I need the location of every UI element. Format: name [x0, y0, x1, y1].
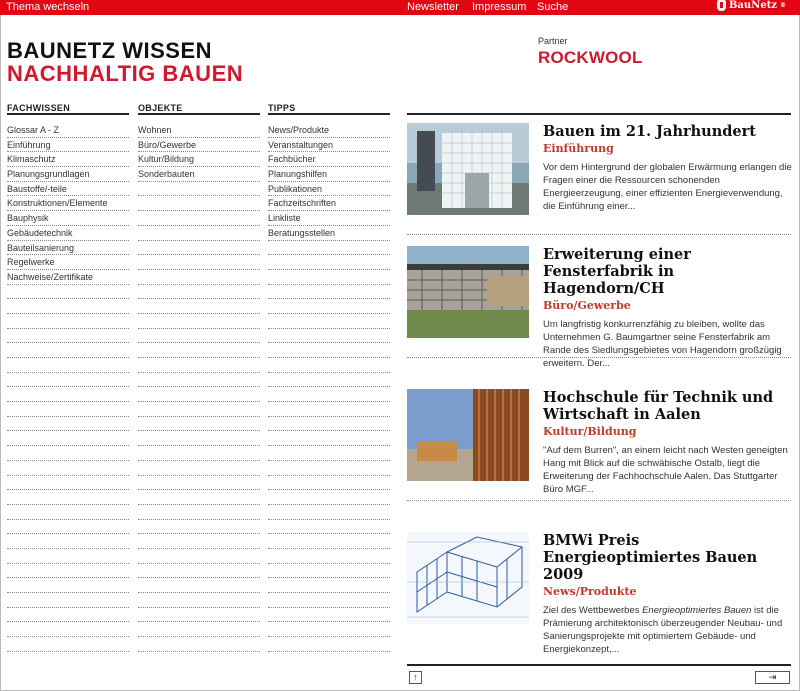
nav-item[interactable]: Büro/Gewerbe	[138, 138, 260, 153]
description-text: Ziel des Wettbewerbes	[543, 605, 643, 616]
nav-item[interactable]: Beratungsstellen	[268, 226, 390, 241]
empty-row	[138, 241, 260, 256]
search-link[interactable]: Suche	[537, 1, 569, 13]
empty-row	[7, 314, 129, 329]
newsletter-link[interactable]: Newsletter	[407, 1, 459, 13]
empty-row	[268, 564, 390, 579]
nav-item[interactable]: Fachzeitschriften	[268, 196, 390, 211]
empty-row	[138, 490, 260, 505]
empty-row	[268, 461, 390, 476]
column-fachwissen	[7, 103, 129, 652]
empty-row	[138, 358, 260, 373]
article-title[interactable]	[543, 389, 793, 496]
empty-row	[268, 299, 390, 314]
empty-row	[7, 593, 129, 608]
baunetz-logo-text: BauNetz	[728, 0, 777, 11]
article-description: "Auf dem Burren", an einem leicht nach Westen geneigten Hang mit Blick auf die schwäbische Ostalb, liegt die Erweiterung der Fachhochschule Aalen. Das Stuttgarter Büro MGF...	[543, 445, 788, 495]
article-description: Vor dem Hintergrund der globalen Erwärmung erlangen die Fragen einer die Ressourcen schonenden Energieerzeugung, einer effizienten Energieverwendung, die Einführung einer...	[543, 162, 792, 212]
empty-row	[7, 622, 129, 637]
empty-row	[268, 387, 390, 402]
empty-row	[7, 476, 129, 491]
empty-row	[268, 578, 390, 593]
impressum-link[interactable]: Impressum	[472, 1, 527, 13]
empty-row	[268, 285, 390, 300]
description-text: ist die Prämierung architektonisch überzeugender Neubau- und Sanierungsprojekte mit optimiertem Gebäude- und Energiekonzept,...	[543, 605, 783, 655]
article-title[interactable]	[543, 532, 793, 656]
empty-row	[268, 431, 390, 446]
empty-row	[268, 329, 390, 344]
empty-row	[138, 314, 260, 329]
empty-row	[7, 578, 129, 593]
empty-row	[268, 476, 390, 491]
empty-row	[268, 637, 390, 652]
article-teaser[interactable]	[407, 236, 792, 369]
article-category[interactable]: News/Produkte	[543, 585, 637, 598]
empty-row	[268, 593, 390, 608]
empty-row	[7, 461, 129, 476]
empty-row	[138, 417, 260, 432]
empty-row	[138, 285, 260, 300]
empty-row	[138, 255, 260, 270]
empty-row	[138, 211, 260, 226]
scroll-top-button[interactable]	[409, 671, 422, 684]
empty-row	[268, 520, 390, 535]
empty-row	[138, 299, 260, 314]
article-teaser[interactable]	[407, 379, 792, 501]
empty-row	[7, 637, 129, 652]
article-description	[543, 604, 793, 656]
nav-item[interactable]: Einführung	[7, 138, 129, 153]
nav-item[interactable]: Kultur/Bildung	[138, 152, 260, 167]
empty-row	[7, 534, 129, 549]
article-title-text[interactable]: BMWi Preis Energieoptimiertes Bauen 2009	[543, 532, 758, 583]
article-title-text[interactable]: Hochschule für Technik und Wirtschaft in Aalen	[543, 389, 774, 423]
nav-item[interactable]: Glossar A - Z	[7, 123, 129, 138]
empty-row	[7, 520, 129, 535]
empty-row	[268, 622, 390, 637]
empty-row	[268, 490, 390, 505]
empty-row	[7, 490, 129, 505]
empty-row	[138, 505, 260, 520]
nav-list	[268, 123, 390, 652]
nav-item[interactable]: News/Produkte	[268, 123, 390, 138]
partner-label: Partner	[538, 36, 568, 46]
article-description: Um langfristig konkurrenzfähig zu bleiben, wollte das Unternehmen G. Baumgartner seine Fensterfabrik am Rande des Siedlungsgebietes von Hagendorn großzügig erweitern. Der...	[543, 319, 782, 369]
nav-item[interactable]: Konstruktionen/Elemente	[7, 196, 129, 211]
top-bar	[0, 0, 800, 15]
empty-row	[7, 343, 129, 358]
empty-row	[268, 608, 390, 623]
partner-logo[interactable]: ROCKWOOL	[538, 48, 643, 67]
empty-row	[268, 255, 390, 270]
empty-row	[7, 358, 129, 373]
empty-row	[138, 534, 260, 549]
article-category[interactable]: Einführung	[543, 142, 614, 155]
empty-row	[268, 358, 390, 373]
article-separator	[407, 357, 791, 358]
empty-row	[138, 343, 260, 358]
empty-row	[268, 505, 390, 520]
empty-row	[138, 593, 260, 608]
empty-row	[268, 446, 390, 461]
nav-item[interactable]: Gebäudetechnik	[7, 226, 129, 241]
empty-row	[268, 373, 390, 388]
empty-row	[268, 402, 390, 417]
description-emphasis: Energieoptimiertes Bauen	[642, 605, 752, 616]
empty-row	[7, 446, 129, 461]
arrow-up-icon: ↑	[413, 672, 418, 682]
empty-row	[138, 182, 260, 197]
empty-row	[268, 549, 390, 564]
empty-row	[138, 461, 260, 476]
article-thumbnail[interactable]	[407, 389, 529, 481]
empty-row	[7, 402, 129, 417]
empty-row	[138, 446, 260, 461]
empty-row	[7, 417, 129, 432]
column-objekte	[138, 103, 260, 652]
nav-item[interactable]: Regelwerke	[7, 255, 129, 270]
empty-row	[7, 549, 129, 564]
empty-row	[268, 270, 390, 285]
empty-row	[138, 431, 260, 446]
empty-row	[138, 549, 260, 564]
next-page-button[interactable]	[755, 671, 790, 684]
brand-subtitle[interactable]: NACHHALTIG BAUEN	[7, 61, 244, 86]
nav-item[interactable]: Linkliste	[268, 211, 390, 226]
empty-row	[138, 622, 260, 637]
article-separator	[407, 500, 791, 501]
empty-row	[268, 343, 390, 358]
empty-row	[138, 196, 260, 211]
empty-row	[7, 431, 129, 446]
arrow-out-icon: ⇥	[768, 672, 777, 682]
article-title-text[interactable]: Bauen im 21. Jahrhundert	[543, 123, 756, 140]
column-heading: FACHWISSEN	[7, 103, 129, 115]
column-heading: OBJEKTE	[138, 103, 260, 115]
registered-mark: ®	[780, 2, 786, 9]
empty-row	[138, 226, 260, 241]
article-teaser[interactable]	[407, 522, 792, 664]
article-category[interactable]: Büro/Gewerbe	[543, 299, 631, 312]
empty-row	[268, 417, 390, 432]
article-title-text[interactable]: Erweiterung einer Fensterfabrik in Hagendorn/CH	[543, 246, 691, 297]
nav-list	[138, 123, 260, 652]
column-heading: TIPPS	[268, 103, 390, 115]
nav-item[interactable]: Bauphysik	[7, 211, 129, 226]
article-teaser[interactable]	[407, 113, 792, 235]
nav-item[interactable]: Fachbücher	[268, 152, 390, 167]
empty-row	[7, 564, 129, 579]
empty-row	[138, 608, 260, 623]
empty-row	[7, 608, 129, 623]
nav-item[interactable]: Nachweise/Zertifikate	[7, 270, 129, 285]
nav-item[interactable]: Klimaschutz	[7, 152, 129, 167]
article-thumbnail[interactable]	[407, 246, 529, 338]
article-thumbnail[interactable]	[407, 123, 529, 215]
empty-row	[7, 329, 129, 344]
empty-row	[138, 387, 260, 402]
empty-row	[268, 314, 390, 329]
empty-row	[7, 373, 129, 388]
empty-row	[138, 329, 260, 344]
article-category[interactable]: Kultur/Bildung	[543, 425, 637, 438]
brand-title[interactable]: BAUNETZ WISSEN	[7, 38, 212, 63]
empty-row	[7, 285, 129, 300]
theme-switch-link[interactable]: Thema wechseln	[6, 1, 90, 13]
empty-row	[138, 373, 260, 388]
article-title[interactable]	[543, 246, 793, 370]
empty-row	[7, 299, 129, 314]
empty-row	[138, 578, 260, 593]
empty-row	[138, 476, 260, 491]
article-thumbnail[interactable]	[407, 532, 529, 624]
nav-item[interactable]: Sonderbauten	[138, 167, 260, 182]
column-tipps	[268, 103, 390, 652]
baunetz-logo-icon	[717, 0, 726, 11]
empty-row	[138, 520, 260, 535]
article-separator	[407, 234, 791, 235]
nav-list	[7, 123, 129, 652]
empty-row	[7, 505, 129, 520]
nav-item[interactable]: Planungsgrundlagen	[7, 167, 129, 182]
baunetz-logo[interactable]	[717, 0, 786, 11]
empty-row	[268, 534, 390, 549]
footer-rule	[407, 664, 791, 666]
nav-item[interactable]: Publikationen	[268, 182, 390, 197]
nav-item[interactable]: Veranstaltungen	[268, 138, 390, 153]
nav-item[interactable]: Wohnen	[138, 123, 260, 138]
nav-item[interactable]: Bauteilsanierung	[7, 241, 129, 256]
empty-row	[138, 637, 260, 652]
nav-item[interactable]: Baustoffe/-teile	[7, 182, 129, 197]
empty-row	[7, 387, 129, 402]
empty-row	[268, 241, 390, 256]
nav-item[interactable]: Planungshilfen	[268, 167, 390, 182]
empty-row	[138, 402, 260, 417]
empty-row	[138, 564, 260, 579]
empty-row	[138, 270, 260, 285]
article-title[interactable]	[543, 123, 793, 213]
